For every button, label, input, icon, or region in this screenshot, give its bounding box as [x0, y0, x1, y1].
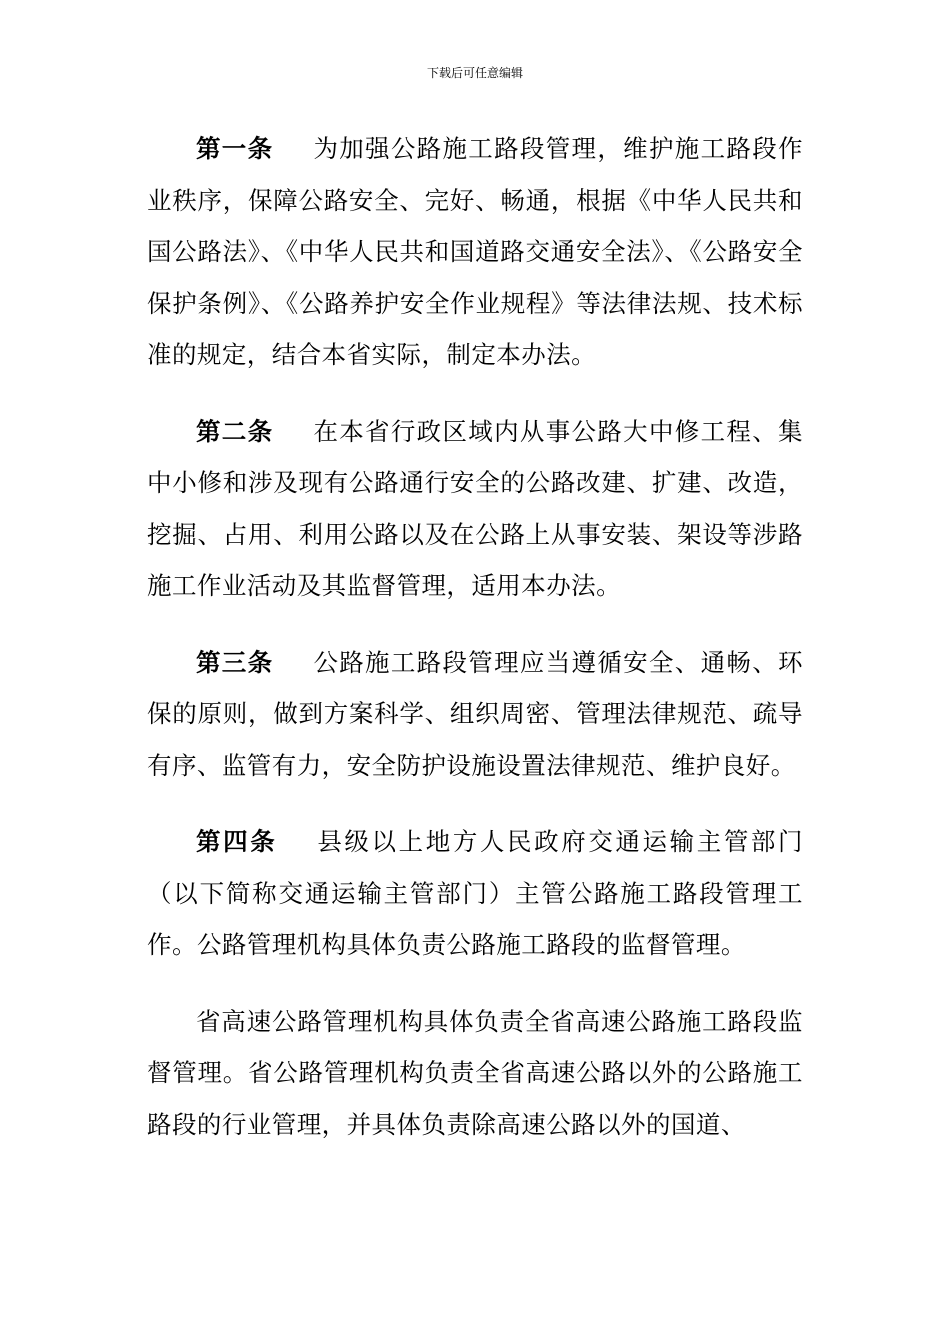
article-2-text: 在本省行政区域内从事公路大中修工程、集中小修和涉及现有公路通行安全的公路改建、扩建、改造，挖掘、占用、利用公路以及在公路上从事安装、架设等涉路施工作业活动及其监督管理，适用本办法。	[147, 416, 803, 600]
article-4-number: 第四条	[196, 827, 278, 856]
article-3	[147, 637, 803, 792]
article-4	[147, 816, 803, 971]
article-3-text: 公路施工路段管理应当遵循安全、通畅、环保的原则，做到方案科学、组织周密、管理法律规范、疏导有序、监管有力，安全防护设施设置法律规范、维护良好。	[147, 647, 803, 780]
article-1	[147, 123, 803, 381]
page-header-note: 下载后可任意编辑	[426, 66, 523, 80]
continuation-text: 省高速公路管理机构具体负责全省高速公路施工路段监督管理。省公路管理机构负责全省高速公路以外的公路施工路段的行业管理，并具体负责除高速公路以外的国道、	[147, 1006, 803, 1139]
document-body	[147, 123, 803, 1175]
article-4-continuation	[147, 996, 803, 1151]
article-1-text: 为加强公路施工路段管理，维护施工路段作业秩序，保障公路安全、完好、畅通，根据《中华人民共和国公路法》、《中华人民共和国道路交通安全法》、《公路安全保护条例》、《公路养护安全作业规程》等法律法规、技术标准的规定，结合本省实际，制定本办法。	[147, 134, 803, 369]
article-3-number: 第三条	[196, 647, 274, 677]
article-2-number: 第二条	[196, 416, 274, 446]
article-2	[147, 406, 803, 612]
article-1-number: 第一条	[196, 134, 274, 163]
article-4-text: 县级以上地方人民政府交通运输主管部门（以下简称交通运输主管部门）主管公路施工路段管理工作。公路管理机构具体负责公路施工路段的监督管理。	[147, 827, 803, 959]
